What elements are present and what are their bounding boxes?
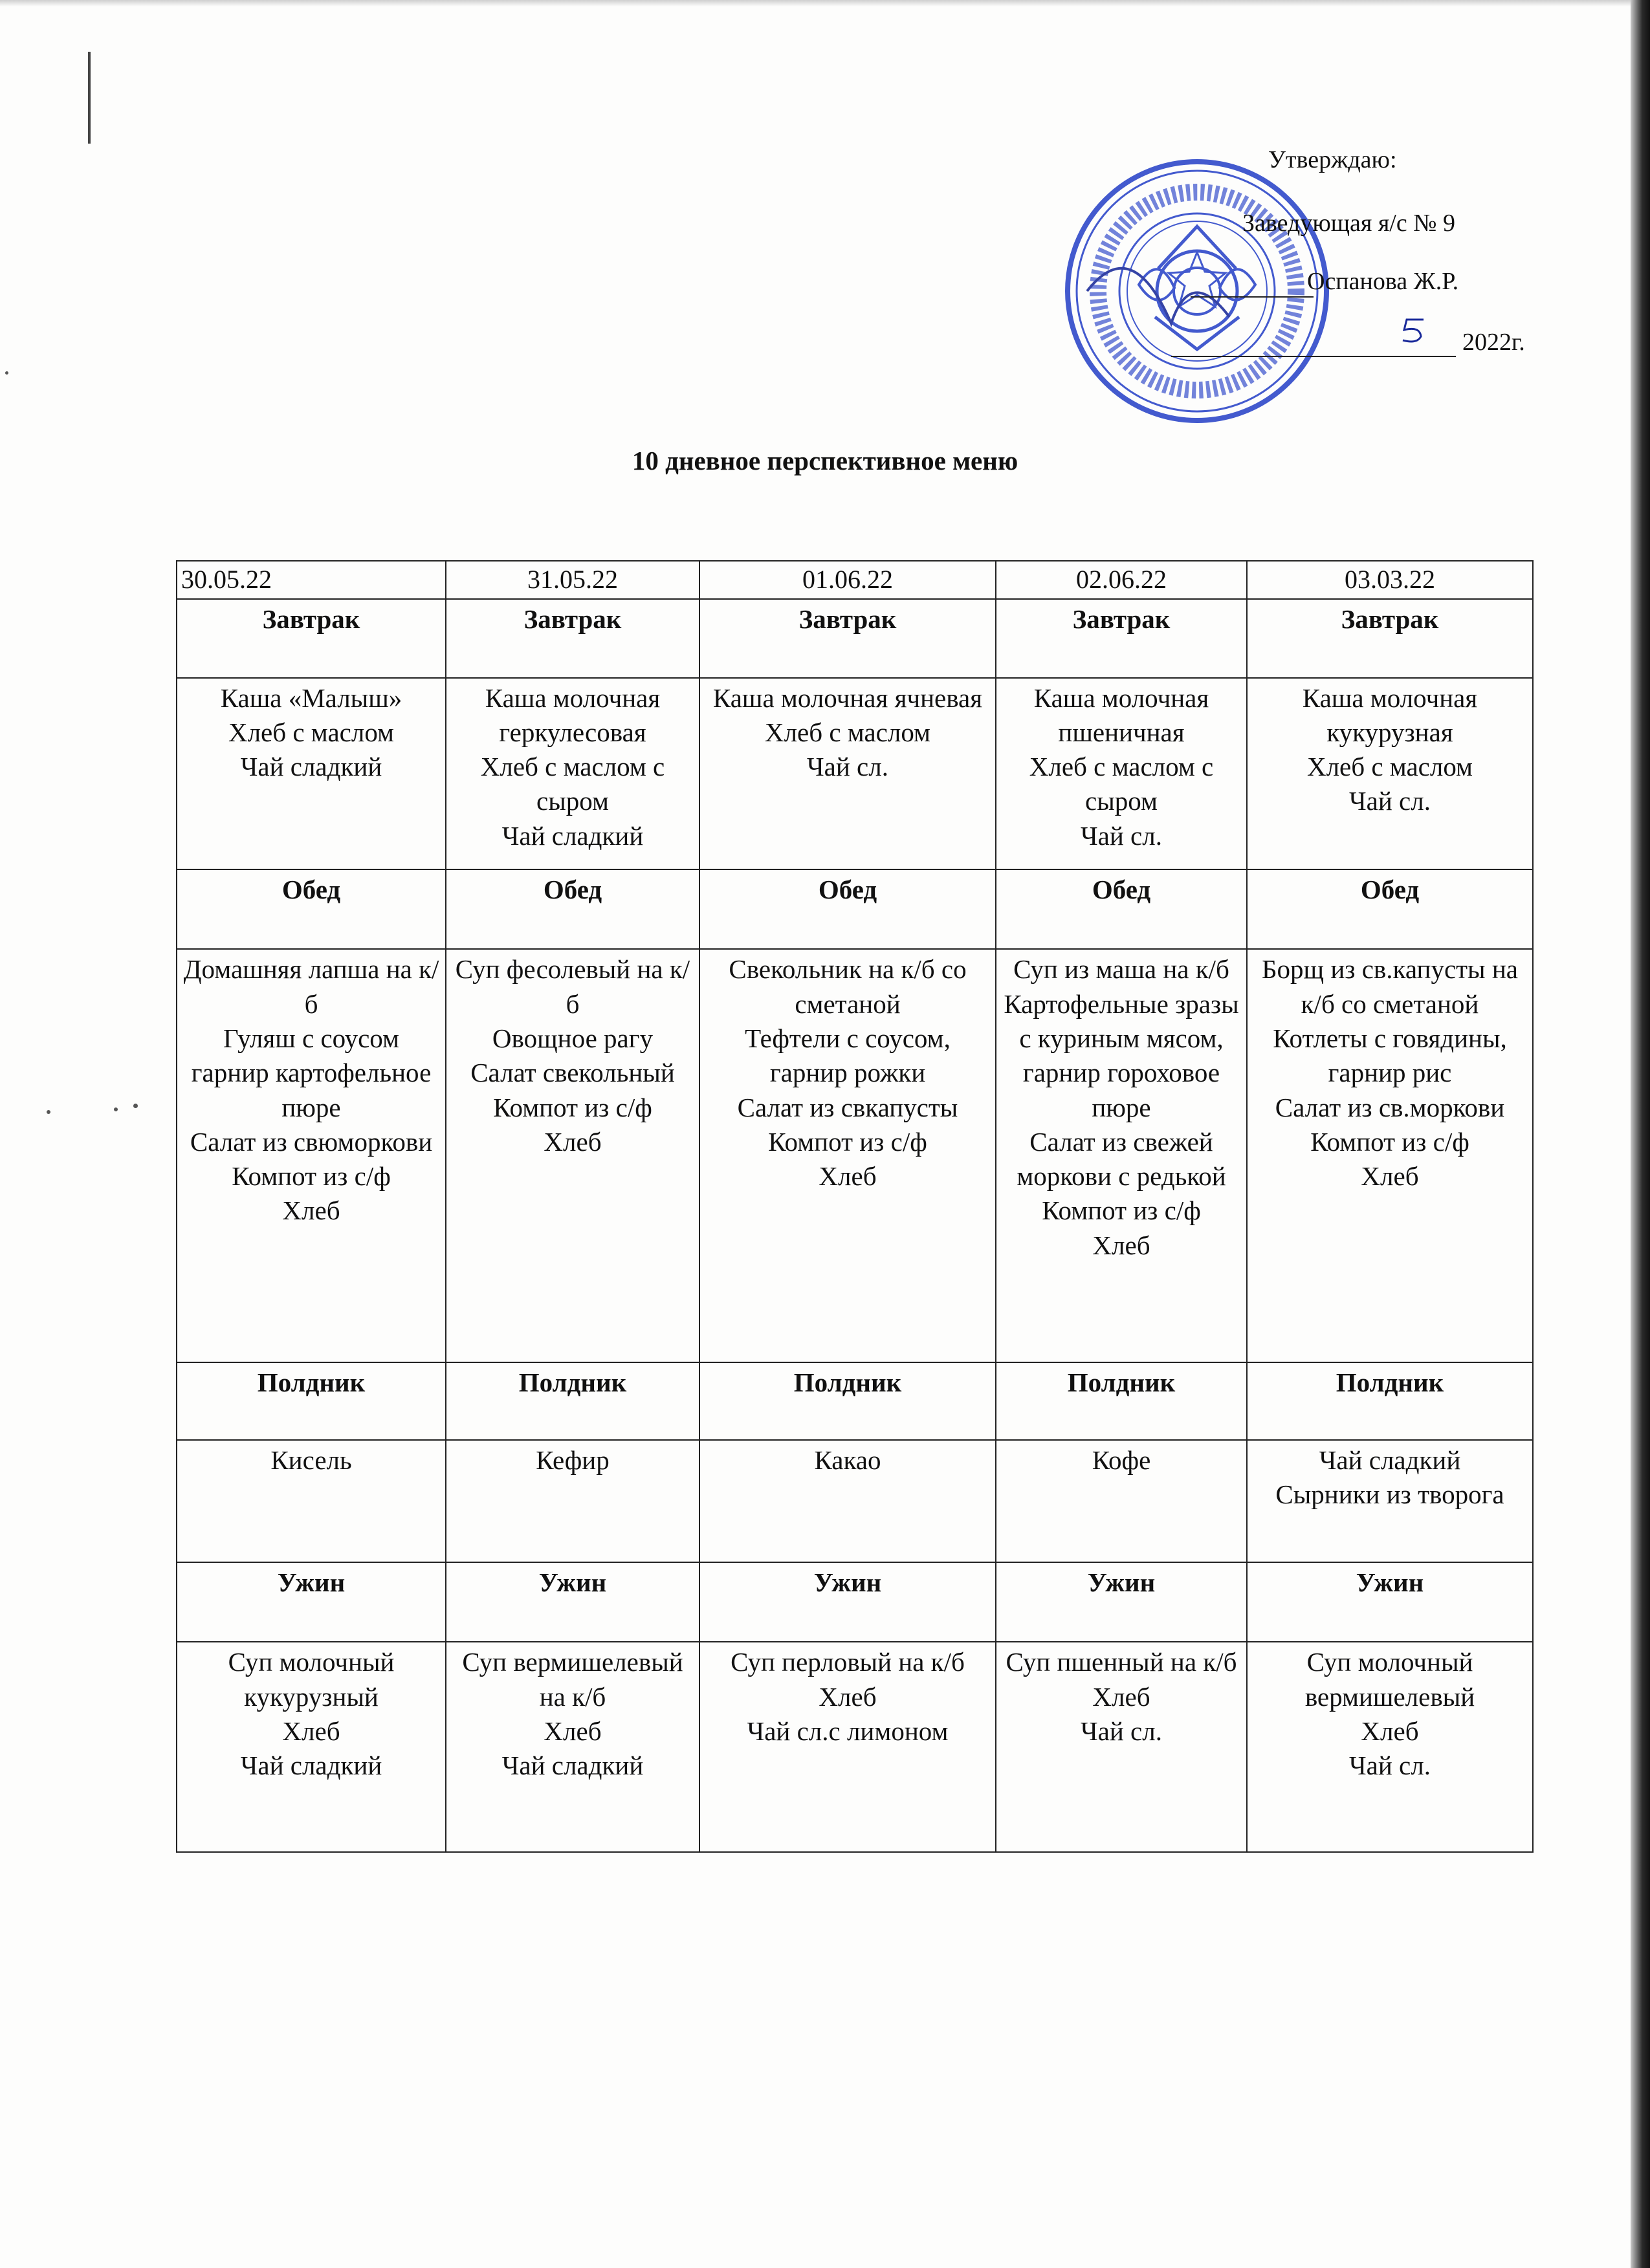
dish-item: Хлеб с маслом с сыром	[1029, 752, 1214, 816]
scan-speck	[114, 1107, 118, 1111]
dish-item: Хлеб	[544, 1716, 602, 1746]
meal-label: Обед	[446, 869, 699, 950]
date-cell: 03.03.22	[1247, 561, 1533, 599]
dish-item: Чай сладкий	[501, 1750, 644, 1781]
dish-item: Сырники из творога	[1275, 1479, 1504, 1510]
dish-item: Суп молочный вермишелевый	[1304, 1647, 1475, 1712]
scan-top-edge	[0, 0, 1650, 6]
meal-label: Полдник	[1247, 1362, 1533, 1440]
dish-cell	[1247, 1440, 1533, 1562]
date-row	[177, 561, 1533, 599]
dish-item: Хлеб с маслом	[1306, 752, 1473, 782]
dish-cell	[699, 1642, 996, 1852]
meal-label: Полдник	[699, 1362, 996, 1440]
dish-item: Суп перловый на к/б	[731, 1647, 965, 1677]
dish-item: Овощное рагу	[492, 1023, 654, 1053]
dish-item: Каша молочная ячневая	[712, 682, 983, 713]
meal-label: Полдник	[446, 1362, 699, 1440]
dish-item: Гуляш с соусом гарнир картофельное пюре	[191, 1023, 432, 1122]
dish-cell	[177, 1440, 446, 1562]
dish-item: Хлеб	[282, 1195, 340, 1226]
dish-item: Салат свекольный	[470, 1058, 675, 1088]
dish-item: Каша молочная пшеничная	[1033, 682, 1209, 747]
meal-label: Ужин	[177, 1562, 446, 1642]
dish-item: Какао	[814, 1445, 881, 1476]
dish-item: Суп фесолевый на к/б	[455, 954, 690, 1019]
dish-item: Кефир	[536, 1445, 610, 1476]
date-cell: 31.05.22	[446, 561, 699, 599]
margin-mark	[88, 52, 91, 144]
approval-position: Заведующая я/с № 9	[1242, 210, 1455, 237]
date-cell: 02.06.22	[996, 561, 1247, 599]
meal-label: Ужин	[1247, 1562, 1533, 1642]
meal-heading-row	[177, 1362, 1533, 1440]
scan-speck	[5, 371, 8, 375]
meal-label: Завтрак	[699, 599, 996, 678]
dish-cell	[177, 949, 446, 1362]
dish-item: Чай сл.	[1349, 1750, 1431, 1781]
dish-cell	[996, 949, 1247, 1362]
dish-item: Хлеб	[819, 1681, 877, 1712]
meal-heading-row	[177, 599, 1533, 678]
meal-label: Ужин	[996, 1562, 1247, 1642]
meal-label: Завтрак	[1247, 599, 1533, 678]
dish-item: Кисель	[270, 1445, 352, 1476]
meal-heading-row	[177, 1562, 1533, 1642]
handwritten-date-mark	[1398, 314, 1436, 347]
dish-item: Суп вермишелевый на к/б	[462, 1647, 683, 1712]
dish-cell	[1247, 1642, 1533, 1852]
dish-row	[177, 678, 1533, 869]
dish-item: Чай сл.	[807, 752, 888, 782]
meal-label: Обед	[699, 869, 996, 950]
dish-item: Компот из с/ф	[232, 1161, 391, 1192]
dish-item: Котлеты с говядины, гарнир рис	[1273, 1023, 1507, 1088]
dish-item: Салат из свкапусты	[737, 1092, 958, 1122]
dish-item: Чай сладкий	[240, 1750, 382, 1781]
date-cell: 30.05.22	[177, 561, 446, 599]
dish-item: Хлеб	[819, 1161, 877, 1192]
dish-item: Хлеб	[1361, 1716, 1419, 1746]
scan-right-edge	[1631, 0, 1650, 2268]
dish-item: Компот из с/ф	[1042, 1195, 1201, 1226]
round-official-seal-icon	[1068, 162, 1326, 420]
dish-item: Хлеб с маслом	[228, 717, 394, 747]
dish-item: Хлеб с маслом	[764, 717, 930, 747]
meal-label: Обед	[177, 869, 446, 950]
dish-cell	[699, 949, 996, 1362]
dish-item: Чай сл.	[1081, 1716, 1162, 1746]
dish-item: Кофе	[1092, 1445, 1151, 1476]
dish-item: Суп из маша на к/б	[1013, 954, 1229, 985]
dish-item: Чай сладкий	[501, 820, 644, 851]
dish-cell	[446, 1440, 699, 1562]
approval-year: 2022г.	[1462, 329, 1525, 356]
dish-item: Чай сл.	[1081, 820, 1162, 851]
dish-cell	[446, 1642, 699, 1852]
dish-cell	[699, 678, 996, 869]
approval-name: Оспанова Ж.Р.	[1307, 268, 1459, 295]
meal-label: Завтрак	[446, 599, 699, 678]
dish-item: Салат из св.моркови	[1275, 1092, 1505, 1122]
dish-item: Борщ из св.капусты на к/б со сметаной	[1261, 954, 1518, 1019]
dish-item: Свекольник на к/б со сметаной	[729, 954, 967, 1019]
dish-cell	[446, 678, 699, 869]
dish-cell	[177, 678, 446, 869]
dish-item: Салат из свежей моркови с редькой	[1017, 1126, 1226, 1192]
dish-item: Хлеб с маслом с сыром	[480, 752, 665, 816]
dish-cell	[699, 1440, 996, 1562]
dish-item: Салат из свюморкови	[190, 1126, 433, 1157]
dish-item: Каша молочная геркулесовая	[485, 682, 661, 747]
dish-item: Домашняя лапша на к/б	[183, 954, 439, 1019]
official-seal	[1061, 155, 1333, 427]
menu-table	[176, 560, 1534, 1853]
approval-heading: Утверждаю:	[1268, 146, 1397, 173]
dish-item: Хлеб	[1092, 1230, 1150, 1260]
signature-line	[1191, 296, 1314, 298]
meal-label: Обед	[1247, 869, 1533, 950]
dish-cell	[446, 949, 699, 1362]
meal-label: Завтрак	[177, 599, 446, 678]
dish-item: Хлеб	[282, 1716, 340, 1746]
dish-item: Суп пшенный на к/б	[1006, 1647, 1237, 1677]
dish-row	[177, 1440, 1533, 1562]
dish-cell	[177, 1642, 446, 1852]
meal-label: Полдник	[996, 1362, 1247, 1440]
dish-cell	[996, 1440, 1247, 1562]
dish-item: Чай сл.	[1349, 786, 1431, 816]
dish-cell	[996, 1642, 1247, 1852]
meal-label: Завтрак	[996, 599, 1247, 678]
dish-item: Суп молочный кукурузный	[228, 1647, 395, 1712]
dish-item: Компот из с/ф	[1310, 1126, 1469, 1157]
dish-item: Чай сладкий	[240, 752, 382, 782]
meal-label: Обед	[996, 869, 1247, 950]
dish-item: Хлеб	[1092, 1681, 1150, 1712]
dish-item: Каша «Малыш»	[220, 682, 402, 713]
document-title: 10 дневное перспективное меню	[632, 446, 1018, 475]
date-cell: 01.06.22	[699, 561, 996, 599]
meal-label: Полдник	[177, 1362, 446, 1440]
dish-item: Тефтели с соусом, гарнир рожки	[745, 1023, 951, 1088]
dish-cell	[996, 678, 1247, 869]
dish-cell	[1247, 949, 1533, 1362]
dish-item: Компот из с/ф	[493, 1092, 652, 1122]
date-line	[1171, 356, 1456, 357]
scan-speck	[47, 1110, 50, 1114]
dish-item: Картофельные зразы с куриным мясом, гарнир гороховое пюре	[1004, 988, 1239, 1122]
scan-speck	[133, 1104, 138, 1108]
dish-item: Хлеб	[1361, 1161, 1419, 1192]
dish-row	[177, 949, 1533, 1362]
dish-row	[177, 1642, 1533, 1852]
dish-item: Каша молочная кукурузная	[1302, 682, 1478, 747]
meal-heading-row	[177, 869, 1533, 950]
dish-cell	[1247, 678, 1533, 869]
dish-item: Чай сладкий	[1319, 1445, 1461, 1476]
meal-label: Ужин	[446, 1562, 699, 1642]
dish-item: Чай сл.с лимоном	[747, 1716, 949, 1746]
dish-item: Компот из с/ф	[768, 1126, 927, 1157]
meal-label: Ужин	[699, 1562, 996, 1642]
dish-item: Хлеб	[544, 1126, 602, 1157]
